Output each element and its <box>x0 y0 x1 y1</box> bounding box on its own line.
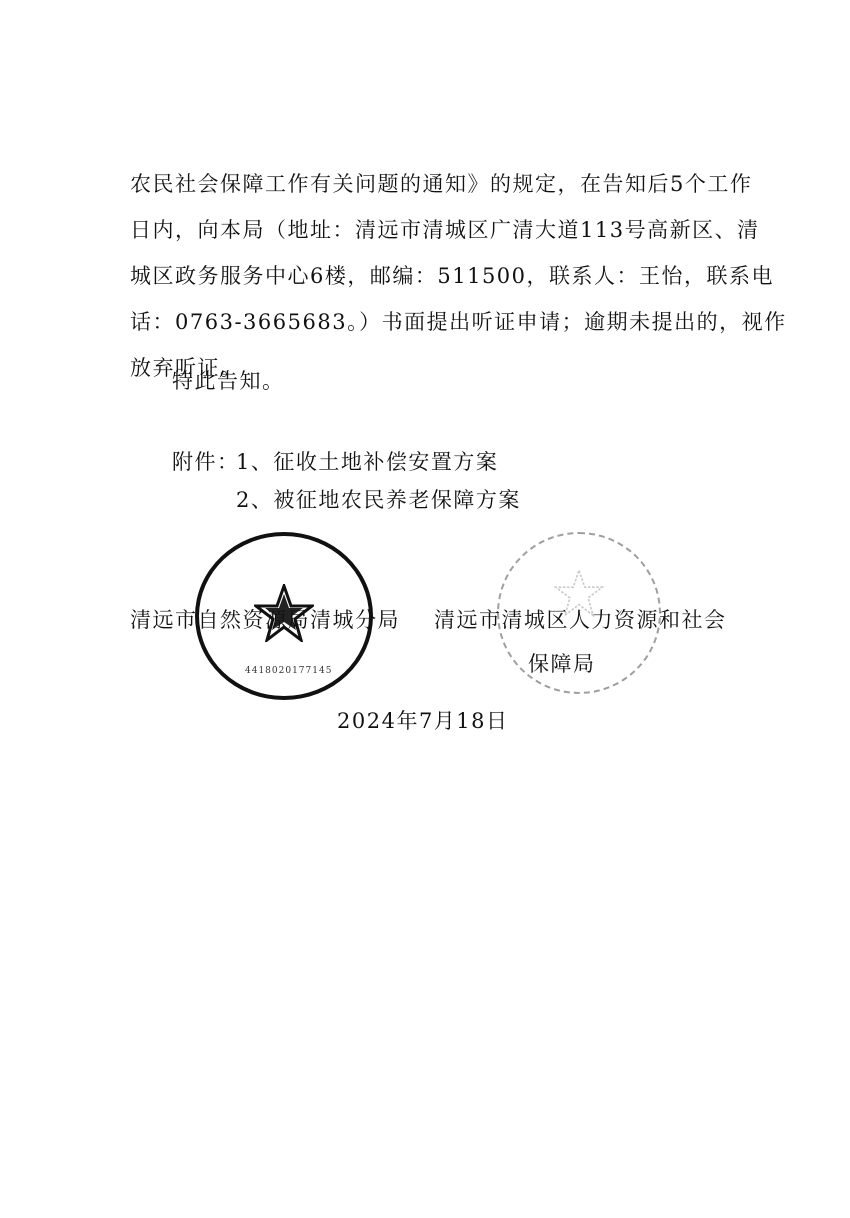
closing-text: 特此告知。 <box>172 369 285 393</box>
signature-right-line1: 清远市清城区人力资源和社会 <box>434 608 727 632</box>
seal-number: 4418020177145 <box>245 666 333 676</box>
signature-right-line2: 保障局 <box>528 652 596 676</box>
document-date: 2024年7月18日 <box>337 709 509 733</box>
body-line-3: 城区政务服务中心6楼，邮编：511500，联系人：王怡，联系电 <box>130 264 775 288</box>
attachment-item-1: 1、征收土地补偿安置方案 <box>236 450 499 474</box>
body-line-1: 农民社会保障工作有关问题的通知》的规定，在告知后5个工作 <box>130 172 753 196</box>
body-line-2: 日内，向本局（地址：清远市清城区广清大道113号高新区、清 <box>130 218 760 242</box>
attachments-label: 附件： <box>172 450 240 474</box>
signature-left: 清远市自然资源局清城分局 <box>130 608 400 632</box>
body-line-5: 放弃听证。 <box>130 356 243 380</box>
body-line-4: 话：0763-3665683。）书面提出听证申请；逾期未提出的，视作 <box>130 310 787 334</box>
attachment-item-2: 2、被征地农民养老保障方案 <box>236 488 521 512</box>
